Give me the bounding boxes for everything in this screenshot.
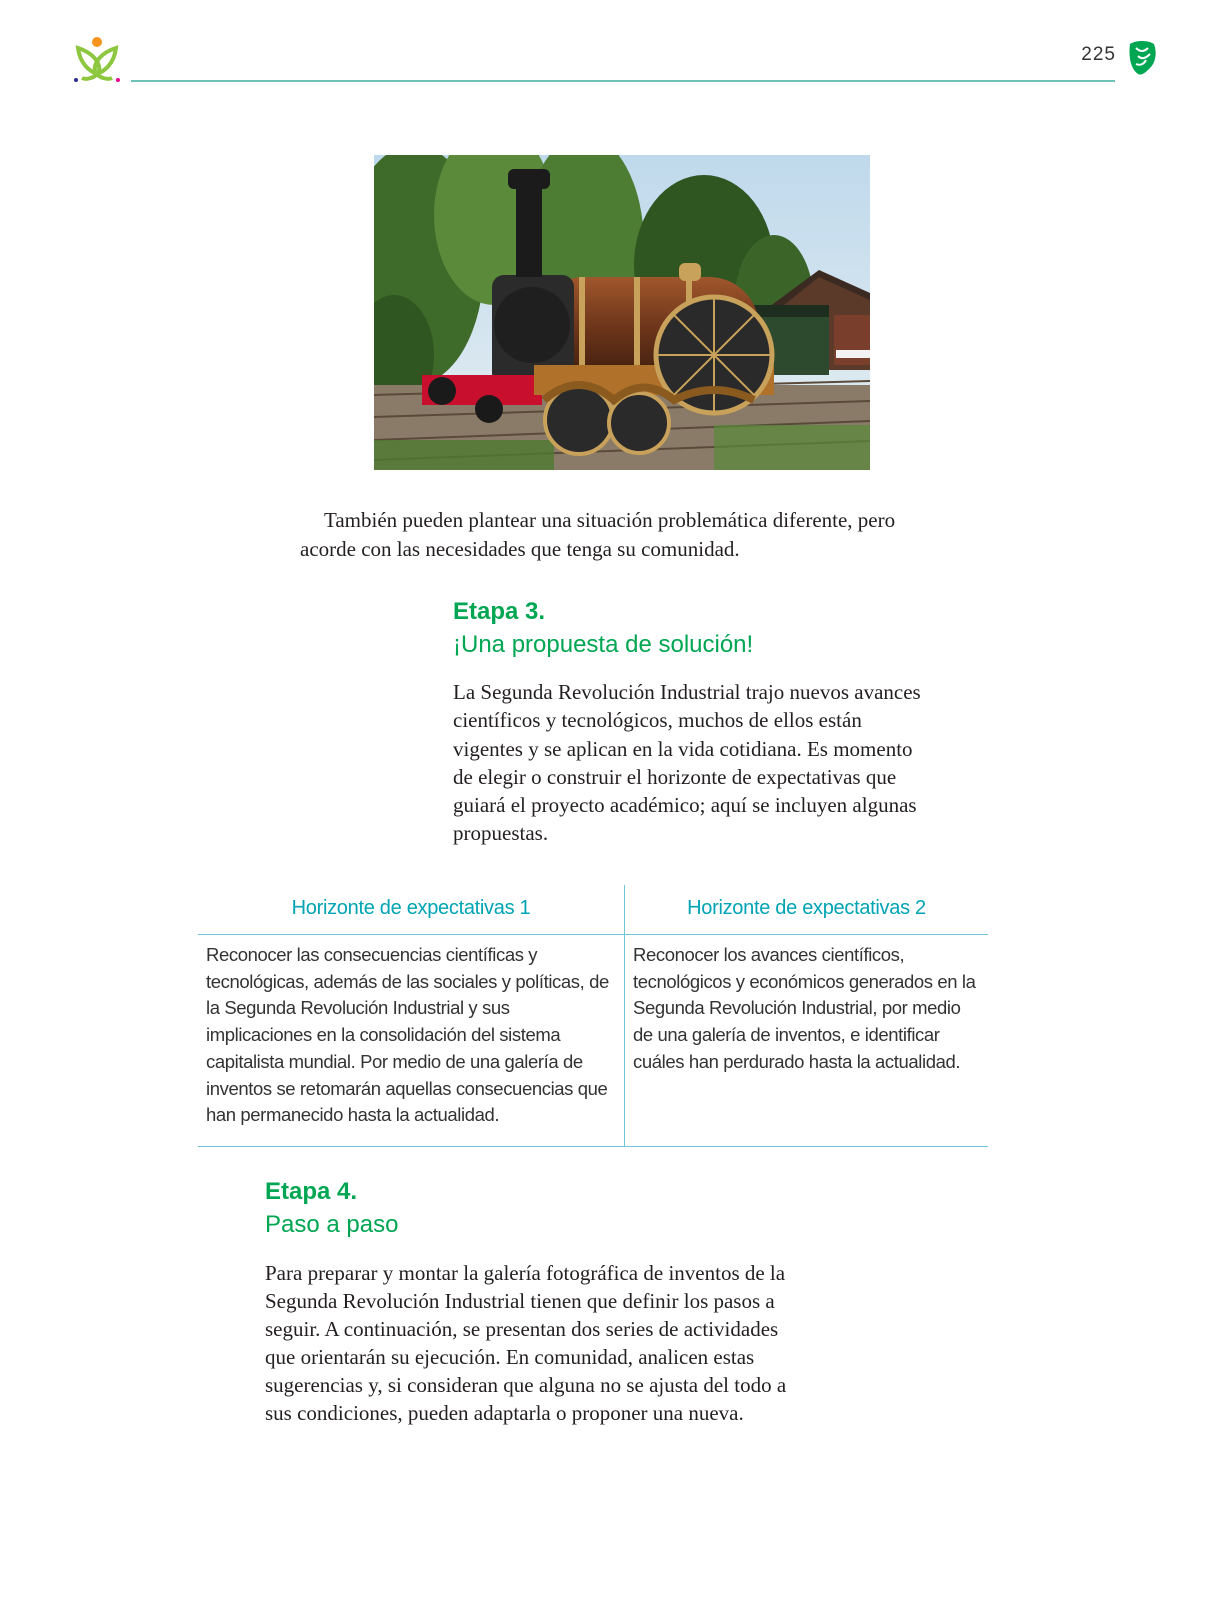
header-rule	[131, 80, 1115, 82]
intro-paragraph	[300, 506, 940, 564]
expectations-table	[198, 885, 988, 1147]
stage3-body: La Segunda Revolución Industrial trajo nuevos avances científicos y tecnológicos, muchos de ellos están vigentes y se aplican en la vida cotidiana. Es momento de elegir o construir el horizonte de expectativas que guiará el proyecto académico; aquí se incluyen algunas propuestas.	[453, 680, 921, 846]
leaf-emblem-icon	[1126, 38, 1158, 78]
expectations-text-2: Reconocer los avances científicos, tecnológicos y económicos generados en la Segunda Revolución Industrial, por medio de una galería de inventos, e identificar cuáles han perdurado hasta la actualidad.	[633, 944, 976, 1072]
expectations-header-2: Horizonte de expectativas 2	[687, 897, 926, 919]
expectations-header-1: Horizonte de expectativas 1	[291, 897, 531, 919]
stage3-subtitle: ¡Una propuesta de solución!	[453, 631, 754, 658]
table-column-divider	[624, 885, 625, 1147]
locomotive-photo	[374, 155, 870, 470]
table-bottom-rule	[198, 1146, 988, 1147]
stage4-title: Etapa 4.	[265, 1178, 358, 1205]
stage4-body: Para preparar y montar la galería fotográfica de inventos de la Segunda Revolución Industrial tienen que definir los pasos a seguir. A continuación, se presentan dos series de actividades que orientarán su ejecución. En comunidad, analicen estas sugerencias y, si consideran que alguna no se ajusta del todo a sus condiciones, pueden adaptarla o proponer una nueva.	[265, 1261, 787, 1425]
page-number: 225	[1081, 44, 1116, 65]
stage4-heading	[265, 1175, 398, 1241]
stage3-heading	[453, 595, 753, 661]
expectations-column-1	[198, 885, 624, 1147]
intro-text: También pueden plantear una situación problemática diferente, pero acorde con las necesidades que tenga su comunidad.	[300, 508, 896, 561]
program-logo-icon	[72, 34, 128, 86]
expectations-text-1: Reconocer las consecuencias científicas y tecnológicas, además de las sociales y políticas, de la Segunda Revolución Industrial y sus implicaciones en la consolidación del sistema capitalista mundial. Por medio de una galería de inventos se retomarán aquellas consecuencias que han permanecido hasta la actualidad.	[206, 944, 609, 1126]
table-header-rule	[198, 934, 988, 935]
expectations-column-2	[625, 885, 988, 1147]
stage4-subtitle: Paso a paso	[265, 1211, 399, 1238]
stage3-title: Etapa 3.	[453, 598, 546, 625]
